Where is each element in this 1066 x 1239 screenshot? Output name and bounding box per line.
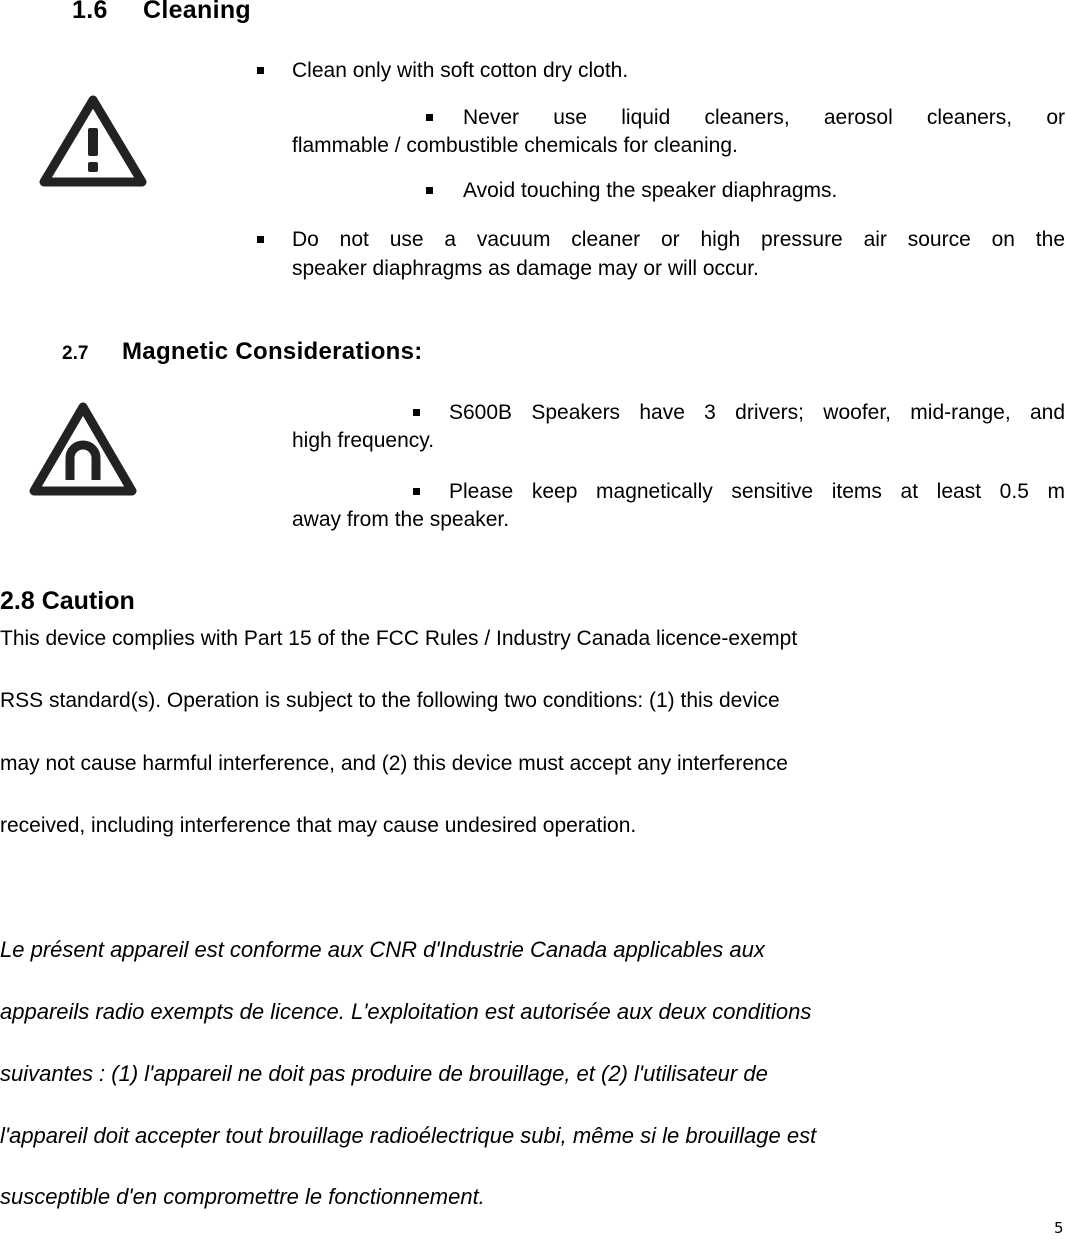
bullet-marker <box>257 236 264 243</box>
caution-english-line-1: This device complies with Part 15 of the FCC Rules / Industry Canada licence-exempt <box>0 627 798 650</box>
magnetic-section-title: Magnetic Considerations: <box>122 338 423 365</box>
magnetic-bullet-2-line-1: Please keep magnetically sensitive items at least 0.5 m <box>449 480 1065 503</box>
cleaning-bullet-1: Clean only with soft cotton dry cloth. <box>292 59 629 82</box>
page-number: 5 <box>1054 1219 1064 1237</box>
cleaning-bullet-4-line-2: speaker diaphragms as damage may or will occur. <box>292 257 759 280</box>
cleaning-section-title: Cleaning <box>143 0 251 24</box>
bullet-marker <box>426 187 433 194</box>
caution-english-line-3: may not cause harmful interference, and (2) this device must accept any interference <box>0 752 788 775</box>
caution-section-title: 2.8 Caution <box>0 587 135 615</box>
bullet-marker <box>257 67 264 74</box>
caution-french-line-1: Le présent appareil est conforme aux CNR d'Industrie Canada applicables aux <box>0 937 765 962</box>
caution-french-line-4: l'appareil doit accepter tout brouillage radioélectrique subi, même si le brouillage est <box>0 1123 817 1148</box>
magnetic-bullet-1-line-2: high frequency. <box>292 429 435 452</box>
cleaning-bullet-4-line-1: Do not use a vacuum cleaner or high pressure air source on the <box>292 228 1065 251</box>
caution-french-line-3: suivantes : (1) l'appareil ne doit pas produire de brouillage, et (2) l'utilisateur de <box>0 1061 768 1086</box>
magnet-warning-icon <box>28 400 138 498</box>
caution-english-line-4: received, including interference that may cause undesired operation. <box>0 814 637 837</box>
bullet-marker <box>413 488 420 495</box>
bullet-marker <box>426 114 433 121</box>
magnetic-bullet-1-line-1: S600B Speakers have 3 drivers; woofer, mid-range, and <box>449 401 1065 424</box>
cleaning-bullet-2-line-2: flammable / combustible chemicals for cleaning. <box>292 134 738 157</box>
caution-french-line-2: appareils radio exempts de licence. L'exploitation est autorisée aux deux conditions <box>0 999 812 1024</box>
caution-english-line-2: RSS standard(s). Operation is subject to the following two conditions: (1) this device <box>0 689 780 712</box>
cleaning-section-number: 1.6 <box>72 0 108 24</box>
bullet-marker <box>413 409 420 416</box>
cleaning-bullet-2-line-1: Never use liquid cleaners, aerosol cleaners, or <box>463 106 1065 129</box>
magnetic-section-number: 2.7 <box>62 343 89 364</box>
caution-french-line-5: susceptible d'en compromettre le fonctionnement. <box>0 1184 485 1209</box>
magnetic-bullet-2-line-2: away from the speaker. <box>292 508 510 531</box>
warning-triangle-icon <box>38 94 148 188</box>
cleaning-bullet-3: Avoid touching the speaker diaphragms. <box>463 179 838 202</box>
